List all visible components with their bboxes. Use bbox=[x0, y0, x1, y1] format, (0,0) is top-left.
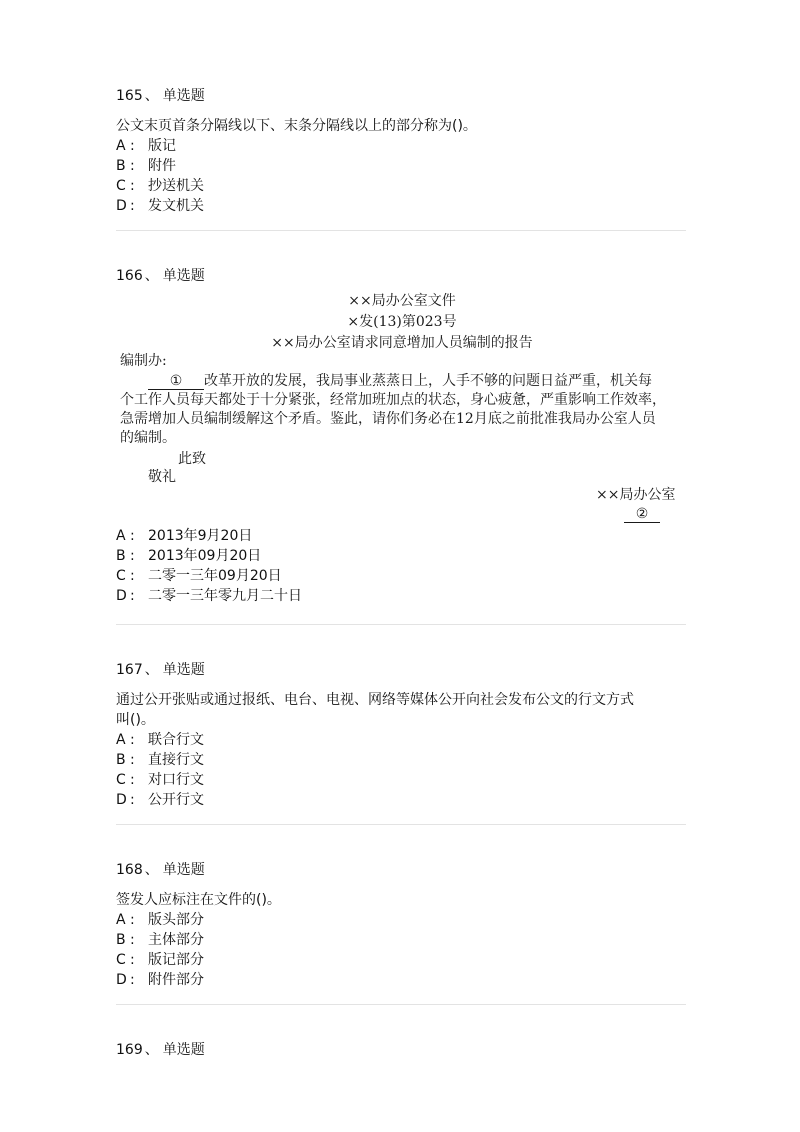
option-letter: A bbox=[116, 138, 126, 154]
separator: 、 bbox=[144, 1042, 159, 1058]
option-text: 二零一三年零九月二十日 bbox=[148, 588, 302, 604]
option-colon: : bbox=[130, 138, 135, 154]
question-header bbox=[116, 86, 686, 106]
separator: 、 bbox=[144, 862, 159, 878]
option-colon: : bbox=[130, 792, 135, 808]
option-letter: D bbox=[116, 588, 127, 604]
option-colon: : bbox=[130, 158, 135, 174]
option-text: 2013年09月20日 bbox=[148, 548, 262, 564]
doc-paragraph-line3: 急需增加人员编制缓解这个矛盾。鉴此，请你们务必在12月底之前批准我局办公室人员 bbox=[120, 411, 656, 427]
blank-2: ② bbox=[624, 506, 660, 523]
option-d[interactable] bbox=[116, 790, 686, 810]
option-text: 附件 bbox=[148, 158, 176, 174]
option-d[interactable] bbox=[116, 196, 686, 216]
option-letter: C bbox=[116, 952, 126, 968]
option-b[interactable] bbox=[116, 750, 686, 770]
option-letter: D bbox=[116, 792, 127, 808]
question-type: 单选题 bbox=[162, 662, 205, 678]
question-type: 单选题 bbox=[162, 88, 205, 104]
separator: 、 bbox=[144, 662, 159, 678]
separator: 、 bbox=[144, 268, 159, 284]
question-167 bbox=[116, 660, 686, 810]
question-type: 单选题 bbox=[162, 268, 205, 284]
doc-date-line bbox=[624, 505, 660, 523]
option-text: 抄送机关 bbox=[148, 178, 204, 194]
divider bbox=[116, 824, 686, 825]
option-colon: : bbox=[130, 528, 135, 544]
option-colon: : bbox=[130, 732, 135, 748]
question-type: 单选题 bbox=[162, 1042, 205, 1058]
doc-paragraph-line4: 的编制。 bbox=[120, 430, 176, 446]
option-text: 对口行文 bbox=[148, 772, 204, 788]
option-text: 版记部分 bbox=[148, 952, 204, 968]
option-d[interactable] bbox=[116, 586, 686, 606]
question-header bbox=[116, 1040, 686, 1060]
option-c[interactable] bbox=[116, 566, 686, 586]
option-colon: : bbox=[130, 772, 135, 788]
doc-title-line1: ××局办公室文件 bbox=[348, 293, 456, 309]
question-number: 169 bbox=[116, 1042, 143, 1058]
doc-paragraph-line2: 个工作人员每天都处于十分紧张，经常加班加点的状态，身心疲惫，严重影响工作效率， bbox=[120, 392, 666, 408]
question-number: 166 bbox=[116, 268, 143, 284]
option-b[interactable] bbox=[116, 930, 686, 950]
question-type: 单选题 bbox=[162, 862, 205, 878]
doc-closing-jingli: 敬礼 bbox=[148, 469, 176, 485]
option-letter: C bbox=[116, 178, 126, 194]
doc-closing-cizhi: 此致 bbox=[178, 451, 206, 467]
option-letter: A bbox=[116, 912, 126, 928]
divider bbox=[116, 230, 686, 231]
option-letter: B bbox=[116, 158, 126, 174]
option-letter: C bbox=[116, 568, 126, 584]
option-colon: : bbox=[130, 972, 135, 988]
option-text: 二零一三年09月20日 bbox=[148, 568, 282, 584]
option-colon: : bbox=[130, 568, 135, 584]
option-colon: : bbox=[130, 588, 135, 604]
doc-text: 改革开放的发展，我局事业蒸蒸日上，人手不够的问题日益严重，机关每 bbox=[204, 373, 652, 389]
question-169 bbox=[116, 1040, 686, 1060]
doc-title-line3: ××局办公室请求同意增加人员编制的报告 bbox=[271, 335, 533, 351]
option-letter: A bbox=[116, 732, 126, 748]
option-letter: C bbox=[116, 772, 126, 788]
question-stem bbox=[116, 690, 686, 730]
option-text: 联合行文 bbox=[148, 732, 204, 748]
option-c[interactable] bbox=[116, 176, 686, 196]
option-letter: B bbox=[116, 752, 126, 768]
option-letter: D bbox=[116, 198, 127, 214]
option-text: 发文机关 bbox=[148, 198, 204, 214]
doc-addressee: 编制办: bbox=[120, 353, 167, 369]
option-text: 2013年9月20日 bbox=[148, 528, 253, 544]
question-header bbox=[116, 266, 686, 286]
option-text: 版记 bbox=[148, 138, 176, 154]
doc-paragraph-line1 bbox=[148, 372, 652, 390]
question-166 bbox=[116, 266, 686, 286]
option-a[interactable] bbox=[116, 910, 686, 930]
question-stem: 公文末页首条分隔线以下、末条分隔线以上的部分称为()。 bbox=[116, 118, 477, 134]
option-b[interactable] bbox=[116, 546, 686, 566]
option-text: 公开行文 bbox=[148, 792, 204, 808]
question-stem-line2: 叫()。 bbox=[116, 712, 155, 728]
option-letter: D bbox=[116, 972, 127, 988]
question-168 bbox=[116, 860, 686, 990]
blank-1: ① bbox=[148, 373, 204, 390]
option-text: 主体部分 bbox=[148, 932, 204, 948]
question-number: 167 bbox=[116, 662, 143, 678]
option-b[interactable] bbox=[116, 156, 686, 176]
separator: 、 bbox=[144, 88, 159, 104]
divider bbox=[116, 624, 686, 625]
option-colon: : bbox=[130, 752, 135, 768]
question-165 bbox=[116, 86, 686, 216]
document-image bbox=[116, 292, 688, 524]
question-stem: 签发人应标注在文件的()。 bbox=[116, 892, 281, 908]
question-number: 168 bbox=[116, 862, 143, 878]
option-d[interactable] bbox=[116, 970, 686, 990]
option-a[interactable] bbox=[116, 730, 686, 750]
question-stem-line1: 通过公开张贴或通过报纸、电台、电视、网络等媒体公开向社会发布公文的行文方式 bbox=[116, 692, 634, 708]
question-header bbox=[116, 860, 686, 880]
divider bbox=[116, 1004, 686, 1005]
option-colon: : bbox=[130, 932, 135, 948]
option-colon: : bbox=[130, 952, 135, 968]
option-a[interactable] bbox=[116, 136, 686, 156]
option-c[interactable] bbox=[116, 770, 686, 790]
option-text: 版头部分 bbox=[148, 912, 204, 928]
question-number: 165 bbox=[116, 88, 143, 104]
option-text: 附件部分 bbox=[148, 972, 204, 988]
option-colon: : bbox=[130, 198, 135, 214]
option-text: 直接行文 bbox=[148, 752, 204, 768]
question-166-options bbox=[116, 526, 686, 606]
option-a[interactable] bbox=[116, 526, 686, 546]
doc-signature: ××局办公室 bbox=[596, 487, 676, 503]
option-colon: : bbox=[130, 912, 135, 928]
option-letter: A bbox=[116, 528, 126, 544]
option-colon: : bbox=[130, 548, 135, 564]
option-letter: B bbox=[116, 932, 126, 948]
option-c[interactable] bbox=[116, 950, 686, 970]
question-header bbox=[116, 660, 686, 680]
option-letter: B bbox=[116, 548, 126, 564]
doc-file-number: ×发(13)第023号 bbox=[347, 314, 457, 330]
option-colon: : bbox=[130, 178, 135, 194]
